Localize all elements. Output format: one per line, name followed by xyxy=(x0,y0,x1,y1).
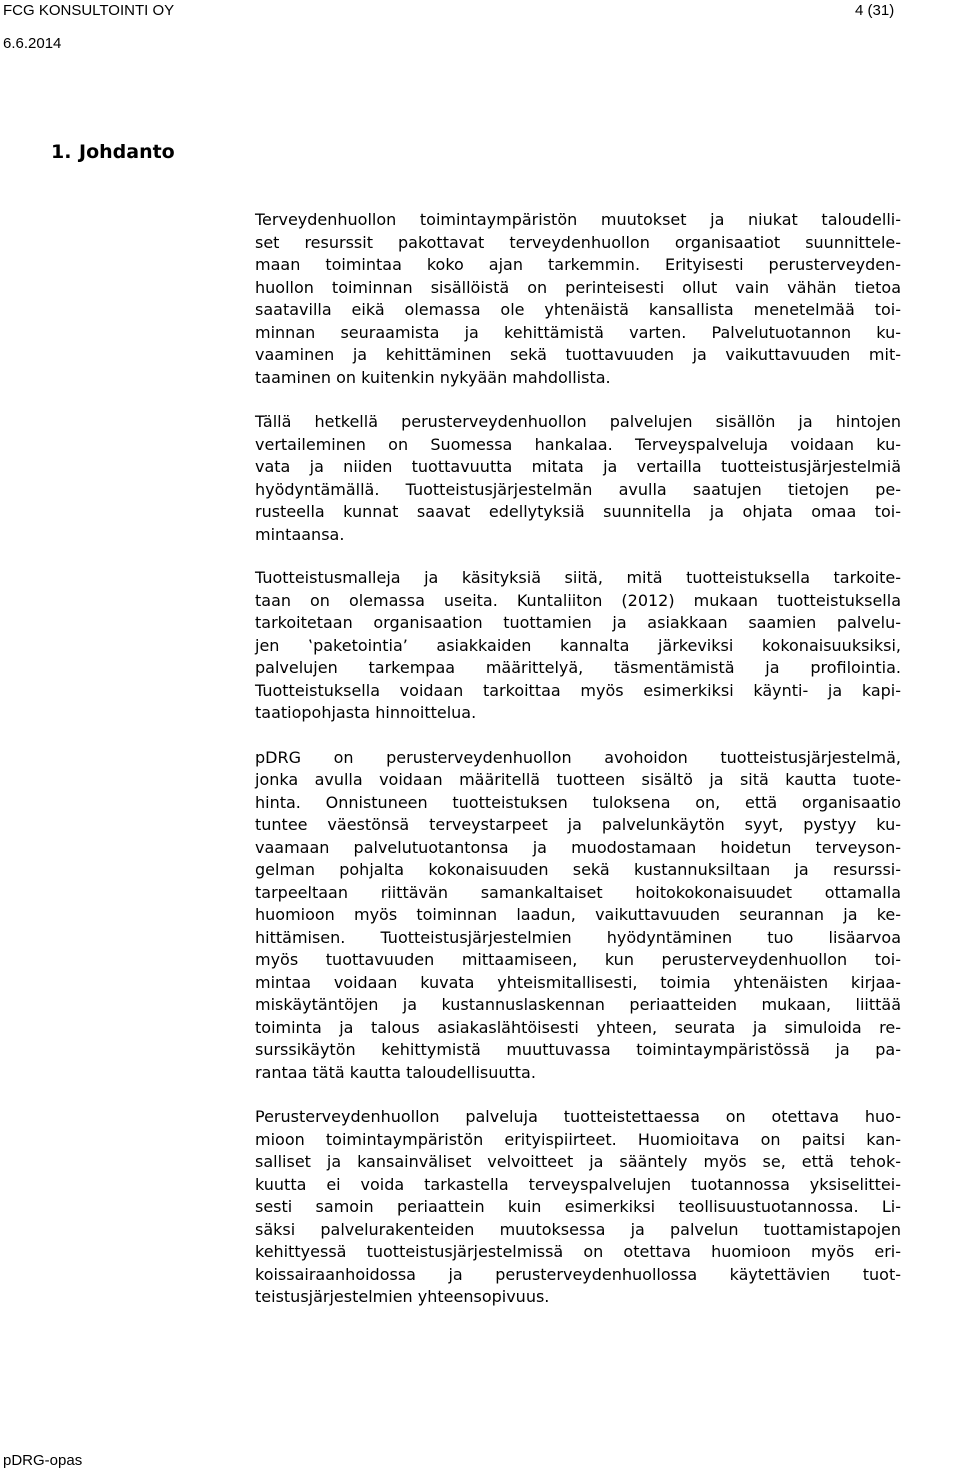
text-line: huomioon myös toiminnan laadun, vaikuttavuuden seurannan ja ke- xyxy=(255,905,901,924)
text-line: mintaansa. xyxy=(255,524,345,544)
text-line: mintaa voidaan kuvata yhteismitallisesti, toimia yhtenäisten kirjaa- xyxy=(255,972,901,992)
section-title: Johdanto xyxy=(79,141,175,163)
text-line: vaamaan palvelutuotantonsa ja muodostamaan hoidetun terveyson- xyxy=(255,837,901,857)
paragraph-4 xyxy=(255,747,901,1085)
text-line: pDRG on perusterveydenhuollon avohoidon tuotteistusjärjestelmä, xyxy=(255,747,901,767)
text-line: taatiopohjasta hinnoittelua. xyxy=(255,703,477,722)
paragraph-2 xyxy=(255,411,901,546)
text-line: miskäytäntöjen ja kustannuslaskennan periaatteiden mukaan, liittää xyxy=(255,995,901,1014)
section-heading xyxy=(51,140,175,164)
text-line: huollon toiminnan sisällöistä on perinteisesti ollut vain vähän tietoa xyxy=(255,277,901,297)
text-line: minnan seuraamista ja kehittämistä varten. Palvelutuotannon ku- xyxy=(255,322,901,342)
text-line: rusteella kunnat saavat edellytyksiä suunnitella ja ohjata omaa toi- xyxy=(255,502,901,521)
text-line: vertaileminen on Suomessa hankalaa. Terveyspalveluja voidaan ku- xyxy=(255,434,901,454)
text-line: Terveydenhuollon toimintaympäristön muutokset ja niukat taloudelli- xyxy=(255,210,901,229)
text-line: hinta. Onnistuneen tuotteistuksen tuloksena on, että organisaatio xyxy=(255,792,901,812)
text-line: toiminta ja talous asiakaslähtöisesti yhteen, seurata ja simuloida re- xyxy=(255,1017,901,1037)
text-line: Tällä hetkellä perusterveydenhuollon palvelujen sisällön ja hintojen xyxy=(255,412,901,431)
text-line: sesti samoin periaattein kuin esimerkiksi teollisuustuotannossa. Li- xyxy=(255,1197,901,1216)
page-header-left xyxy=(3,2,174,68)
paragraph-5 xyxy=(255,1106,901,1309)
text-line: vata ja niiden tuottavuutta mitata ja vertailla tuotteistusjärjestelmiä xyxy=(255,457,901,476)
text-line: taan on olemassa useita. Kuntaliiton (2012) mukaan tuotteistuksella xyxy=(255,590,901,610)
text-line: gelman pohjalta kokonaisuuden sekä kustannuksiltaan ja resurssi- xyxy=(255,860,901,879)
text-line: Tuotteistusmalleja ja käsityksiä siitä, mitä tuotteistuksella tarkoite- xyxy=(255,568,901,587)
text-line: mioon toimintaympäristön erityispiirteet. Huomioitava on paitsi kan- xyxy=(255,1129,901,1149)
text-line: saatavilla eikä olemassa ole yhtenäistä kansallista menetelmää toi- xyxy=(255,300,901,319)
text-line: teistusjärjestelmien yhteensopivuus. xyxy=(255,1287,550,1306)
text-line: kuutta ei voida tarkastella terveyspalvelujen tuotannossa yksiselittei- xyxy=(255,1174,901,1194)
text-line: jonka avulla voidaan määritellä tuotteen sisältö ja sitä kautta tuote- xyxy=(255,770,901,789)
text-line: tuntee väestönsä terveystarpeet ja palvelunkäytön syyt, pystyy ku- xyxy=(255,815,901,834)
text-line: hyödyntämällä. Tuotteistusjärjestelmän avulla saatujen tietojen pe- xyxy=(255,479,901,499)
body-text xyxy=(255,209,901,1309)
text-line: rantaa tätä kautta taloudellisuutta. xyxy=(255,1062,536,1082)
text-line: Perusterveydenhuollon palveluja tuotteistettaessa on otettava huo- xyxy=(255,1107,901,1126)
page-number: 4 (31) xyxy=(855,2,895,19)
text-line: tarkoitetaan organisaation tuottamien ja asiakkaan saamien palvelu- xyxy=(255,613,901,632)
text-line: tarpeeltaan riittävän samankaltaiset hoitokokonaisuudet ottamalla xyxy=(255,882,901,902)
text-line: kehittyessä tuotteistusjärjestelmissä on otettava huomioon myös eri- xyxy=(255,1242,901,1261)
company-name: FCG KONSULTOINTI OY xyxy=(3,2,175,19)
text-line: jen ‛paketointia’ asiakkaiden kannalta järkeviksi kokonaisuuksiksi, xyxy=(255,635,901,655)
text-line: taaminen on kuitenkin nykyään mahdollista. xyxy=(255,367,611,387)
text-line: vaaminen ja kehittäminen sekä tuottavuuden ja vaikuttavuuden mit- xyxy=(255,345,901,364)
text-line: set resurssit pakottavat terveydenhuollon organisaatiot suunnittele- xyxy=(255,232,901,252)
text-line: myös tuottavuuden mittaamiseen, kun perusterveydenhuollon toi- xyxy=(255,950,901,969)
paragraph-3 xyxy=(255,567,901,725)
text-line: salliset ja kansainväliset velvoitteet ja sääntely myös se, että tehok- xyxy=(255,1152,901,1171)
text-line: säksi palvelurakenteiden muutoksessa ja palvelun tuottamistapojen xyxy=(255,1219,901,1239)
text-line: palvelujen tarkempaa määrittelyä, täsmentämistä ja profilointia. xyxy=(255,658,901,677)
text-line: Tuotteistuksella voidaan tarkoittaa myös esimerkiksi käynti- ja kapi- xyxy=(255,680,901,700)
text-line: koissairaanhoidossa ja perusterveydenhuollossa käytettävien tuot- xyxy=(255,1264,901,1284)
section-number: 1. xyxy=(51,141,72,163)
text-line: hittämisen. Tuotteistusjärjestelmien hyödyntäminen tuo lisäarvoa xyxy=(255,927,901,947)
document-date: 6.6.2014 xyxy=(3,35,62,52)
text-line: surssikäytön kehittymistä muuttuvassa toimintaympäristössä ja pa- xyxy=(255,1040,901,1059)
paragraph-1 xyxy=(255,209,901,389)
page-footer: pDRG-opas xyxy=(3,1452,83,1469)
text-line: maan toimintaa koko ajan tarkemmin. Erityisesti perusterveyden- xyxy=(255,255,901,274)
